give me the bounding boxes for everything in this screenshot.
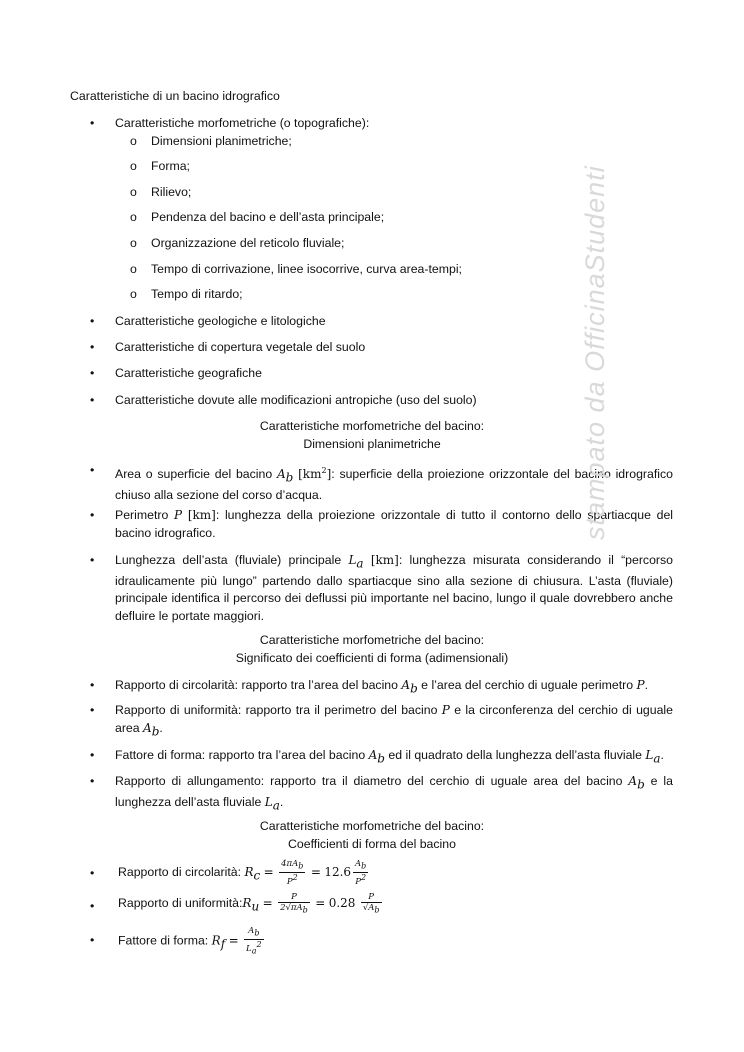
sub-item: Tempo di ritardo; xyxy=(151,287,243,301)
paragraph-uniformita: Rapporto di uniformità: rapporto tra il perimetro del bacino P e la circonferenza del cerchio di uguale area $A_b$. xyxy=(115,703,673,738)
page-title: Caratteristiche di un bacino idrografico xyxy=(70,89,280,103)
heading-line: Dimensioni planimetriche xyxy=(303,437,441,451)
list-item: Caratteristiche dovute alle modificazioni antropiche (uso del suolo) xyxy=(115,393,477,407)
paragraph-perimetro: Perimetro P [km]: lunghezza della proiezione orizzontale di tutto il contorno dello spartiacque del bacino idrografico. xyxy=(115,508,674,540)
list-item-morfometriche: Caratteristiche morfometriche (o topografiche): xyxy=(115,116,370,130)
sub-item: Organizzazione del reticolo fluviale; xyxy=(151,236,345,250)
sub-bullet: o xyxy=(130,159,137,173)
fraction: $\frac{A_b}{P^2}$ xyxy=(355,859,367,887)
bullet: • xyxy=(90,703,95,717)
heading-line: Caratteristiche morfometriche del bacino: xyxy=(259,633,485,647)
watermark: stampato da OfficinaStudenti xyxy=(580,165,610,540)
bullet: • xyxy=(90,463,95,477)
paragraph-fattore-forma: Fattore di forma: rapporto tra l’area del bacino $A_b$ ed il quadrato della lunghezza dell’asta fluviale $L_a$. xyxy=(115,748,664,766)
bullet: • xyxy=(90,866,95,880)
paragraph-lunghezza: Lunghezza dell’asta (fluviale) principale $L_a$ [km]: lunghezza misurata considerando il “percorso idraulicamente più lungo” partendo dallo spartiacque sino alla sezione di chiusura. L’asta (fluviale) principale identifica il percorso dei deflussi più importante nel bacino, lungo il quale dovrebbero anche defluire le portate maggiori. xyxy=(115,553,674,623)
fraction: $\frac{P}{√A_b}$ xyxy=(362,892,380,915)
formula-rc: Rapporto di circolarità: $R_c$ = $\frac{4\pi A_b}{P^2}$ = 12.6 $\frac{A_b}{P^2}$ xyxy=(118,859,367,887)
paragraph-area: Area o superficie del bacino $A_b$ $[km^2]$: superficie della proiezione orizzontale del bacino idrografico chiuso alla sezione del corso d’acqua. xyxy=(115,466,673,502)
bullet: • xyxy=(90,393,95,407)
formula-rf: Fattore di forma: $R_f$ = $\frac{A_b}{L_a^2}$ xyxy=(118,926,262,956)
paragraph-allungamento: Rapporto di allungamento: rapporto tra il diametro del cerchio di uguale area del bacino $A_b$ e la lunghezza dell’asta fluviale $L_a$. xyxy=(115,774,673,813)
bullet: • xyxy=(90,553,95,567)
paragraph-circolarita: Rapporto di circolarità: rapporto tra l’area del bacino $A_b$ e l’area del cerchio di uguale perimetro P. xyxy=(115,678,648,696)
sub-bullet: o xyxy=(130,210,137,224)
section-heading xyxy=(72,631,672,667)
list-item: Caratteristiche geografiche xyxy=(115,366,262,380)
sub-item: Tempo di corrivazione, linee isocorrive, curva area-tempi; xyxy=(151,262,462,276)
bullet: • xyxy=(90,340,95,354)
sub-bullet: o xyxy=(130,287,137,301)
sub-item: Forma; xyxy=(151,159,190,173)
sub-bullet: o xyxy=(130,236,137,250)
bullet: • xyxy=(90,116,95,130)
heading-line: Caratteristiche morfometriche del bacino: xyxy=(259,419,485,433)
fraction: $\frac{A_b}{L_a^2}$ xyxy=(246,926,262,956)
sub-bullet: o xyxy=(130,185,137,199)
list-item: Caratteristiche di copertura vegetale del suolo xyxy=(115,340,366,354)
bullet: • xyxy=(90,933,95,947)
sub-bullet: o xyxy=(130,262,137,276)
section-heading xyxy=(72,817,672,853)
bullet: • xyxy=(90,314,95,328)
sub-item: Rilievo; xyxy=(151,185,192,199)
bullet: • xyxy=(90,899,95,913)
bullet: • xyxy=(90,508,95,522)
sub-item: Pendenza del bacino e dell’asta principale; xyxy=(151,210,385,224)
sub-item: Dimensioni planimetriche; xyxy=(151,134,292,148)
formula-ru: Rapporto di $uniformità:R_u$ = $\frac{P}{2√\pi A_b}$ = 0.28 $\frac{P}{√A_b}$ xyxy=(118,892,380,915)
heading-line: Caratteristiche morfometriche del bacino: xyxy=(259,819,485,833)
fraction: $\frac{P}{2√\pi A_b}$ xyxy=(280,892,308,915)
sub-bullet: o xyxy=(130,134,137,148)
bullet: • xyxy=(90,748,95,762)
heading-line: Significato dei coefficienti di forma (adimensionali) xyxy=(235,651,509,665)
list-item: Caratteristiche geologiche e litologiche xyxy=(115,314,326,328)
bullet: • xyxy=(90,678,95,692)
bullet: • xyxy=(90,366,95,380)
fraction: $\frac{4\pi A_b}{P^2}$ xyxy=(281,859,304,887)
bullet: • xyxy=(90,774,95,788)
heading-line: Coefficienti di forma del bacino xyxy=(288,837,456,851)
